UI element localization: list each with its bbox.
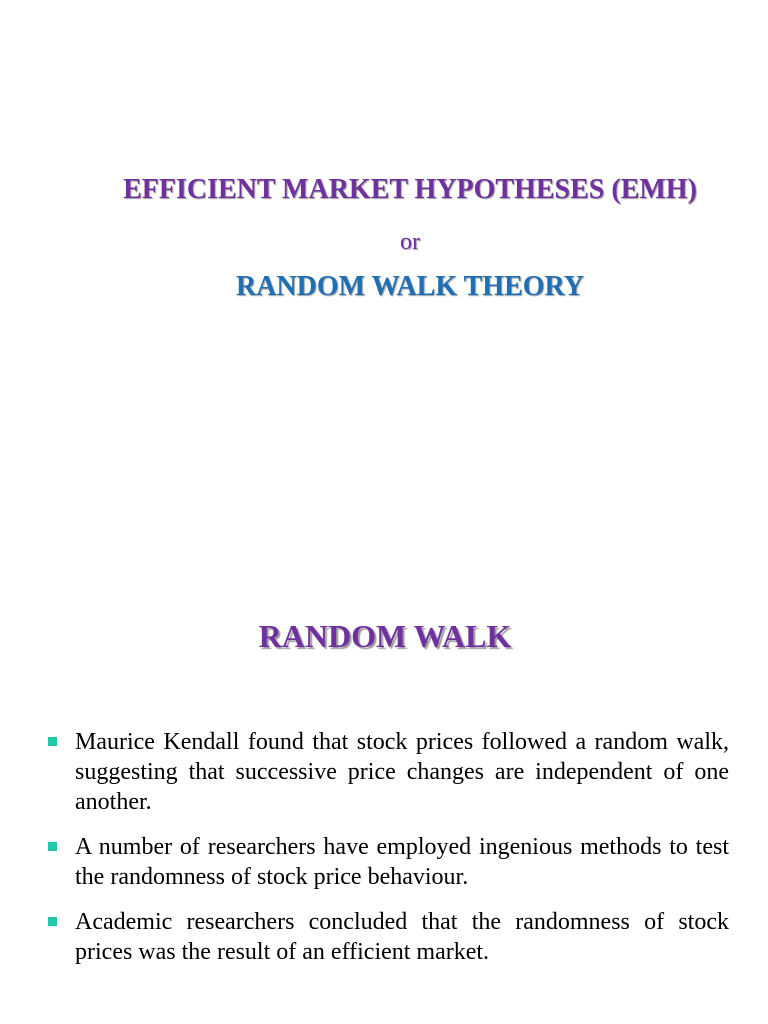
random-walk-slide <box>0 512 768 1024</box>
square-bullet-icon <box>48 737 57 746</box>
bullet-text: A number of researchers have employed ingenious methods to test the randomness of stock price behaviour. <box>75 834 729 890</box>
bullet-text: Maurice Kendall found that stock prices followed a random walk, suggesting that successive price changes are independent of one another. <box>75 729 729 815</box>
bullet-text: Academic researchers concluded that the randomness of stock prices was the result of an efficient market. <box>75 909 729 965</box>
bullet-item-researchers <box>46 832 729 892</box>
bullet-item-academic <box>46 907 729 967</box>
bullet-list <box>46 727 729 982</box>
random-walk-heading: RANDOM WALK <box>258 618 512 654</box>
bullet-item-kendall <box>46 727 729 817</box>
square-bullet-icon <box>48 917 57 926</box>
or-connector: or <box>400 229 420 255</box>
square-bullet-icon <box>48 842 57 851</box>
random-walk-theory-title: RANDOM WALK THEORY <box>235 271 585 302</box>
emh-title: EFFICIENT MARKET HYPOTHESES (EMH) <box>123 174 697 205</box>
